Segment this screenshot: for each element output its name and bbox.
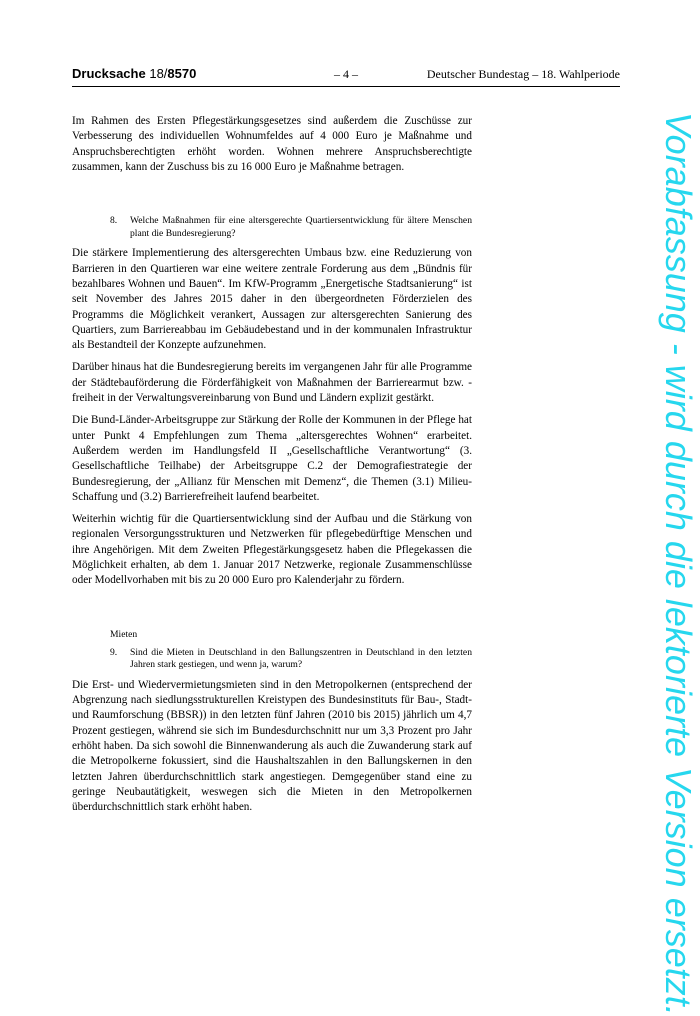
doc-label: Drucksache (72, 66, 146, 81)
doc-number: 8570 (167, 66, 197, 81)
paragraph-mieten: Die Erst- und Wiedervermietungsmieten sind in den Metropolkernen (entsprechend der Abgrenzung nach siedlungsstrukturellen Kreistypen des Bundesinstituts für Bau-, Stadt- und Raumforschung (BBSR)) in den letzten fünf Jahren (2010 bis 2015) jährlich um 4,7 Prozent gestiegen, während sie sich im Bundesdurchschnitt nur um 3,3 Prozent pro Jahr erhöht haben. Da sich sowohl die Binnenwanderung als auch die Zuwanderung stark auf die Metropolkerne fokussiert, sind die Haushaltszahlen in den Ballungskernen in den letzten Jahren überdurchschnittlich stark angestiegen. Demgegenüber stand eine zu geringe Neubautätigkeit, weswegen sich die Mieten in den Metropolkernen überdurchschnittlich stark erhöht haben. (72, 678, 472, 814)
question-9 (72, 647, 472, 672)
paragraph-staedtebau: Darüber hinaus hat die Bundesregierung bereits im vergangenen Jahr für alle Programme der Städtebauförderung die Förderfähigkeit von Maßnahmen der Barrierearmut bzw. -freiheit in der Verwaltungsvereinbarung von Bund und Ländern explizit gestärkt. (72, 361, 472, 405)
question-8-text: Welche Maßnahmen für eine altersgerechte Quartiersentwicklung für ältere Menschen plant die Bundesregierung? (130, 215, 472, 239)
institution-period: Deutscher Bundestag – 18. Wahlperiode (426, 67, 620, 81)
question-9-text: Sind die Mieten in Deutschland in den Ballungszentren in Deutschland in den letzten Jahren stark gestiegen, und wenn ja, warum? (130, 646, 472, 671)
document-body (72, 114, 472, 822)
section-heading-mieten: Mieten (110, 628, 138, 640)
paragraph-quartiersentwicklung: Weiterhin wichtig für die Quartiersentwicklung sind der Aufbau und die Stärkung von regionalen Versorgungsstrukturen und Netzwerken für pflegebedürftige Menschen und ihre Angehörigen. Mit dem Zweiten Pflegestärkungsgesetz haben die Pflegekassen die Möglichkeit erhalten, ab dem 1. Januar 2017 Netzwerke, regionale Zusammenschlüsse oder Modellvorhaben mit bis zu 20 000 Euro pro Kalenderjahr zu fördern. (72, 513, 472, 587)
question-9-number: 9. (110, 646, 118, 658)
paragraph-arbeitsgruppe: Die Bund-Länder-Arbeitsgruppe zur Stärkung der Rolle der Kommunen in der Pflege hat unter Punkt 4 Empfehlungen zum Thema „altersgerechtes Wohnen“ erarbeitet. Außerdem werden im Handlungsfeld II „Gesellschaftliche Verantwortung“ (3. Gesellschaftliche Teilhabe) der Arbeitsgruppe C.2 der Demografiestrategie der Bundesregierung, der „Allianz für Menschen mit Demenz“, die Themen (3.1) Milieu-Schaffung und (3.2) Barrierefreiheit laufend bearbeitet. (72, 414, 472, 503)
question-8-number: 8. (110, 215, 118, 227)
page-header (72, 64, 620, 87)
draft-watermark: Vorabfassung - wird durch die lektorierte Version ersetzt. (658, 112, 699, 1016)
paragraph-zuschuesse: Im Rahmen des Ersten Pflegestärkungsgesetzes sind außerdem die Zuschüsse zur Verbesserung des individuellen Wohnumfeldes auf 4 000 Euro je Maßnahme und Anspruchsberechtigten erhöht worden. Wohnen mehrere Anspruchsberechtigte zusammen, kann der Zuschuss bis zu 16 000 Euro je Maßnahme betragen. (72, 115, 472, 173)
page-number: – 4 – (334, 67, 358, 81)
paragraph-implementierung: Die stärkere Implementierung des altersgerechten Umbaus bzw. eine Reduzierung von Barrieren in den Quartieren war eine weitere zentrale Forderung aus dem „Bündnis für bezahlbares Wohnen und Bauen“. Im KfW-Programm „Energetische Stadtsanierung“ ist seit November des Jahres 2015 daher in den übergeordneten Förderzielen des Programms die Möglichkeit verankert, Aussagen zur altersgerechten Sanierung des Quartiers, zum Barriereabbau im Gebäudebestand und in der kommunalen Infrastruktur als Bestandteil der Konzepte aufzunehmen. (72, 247, 472, 352)
question-8 (72, 215, 472, 240)
doc-prefix: 18/ (149, 66, 168, 81)
